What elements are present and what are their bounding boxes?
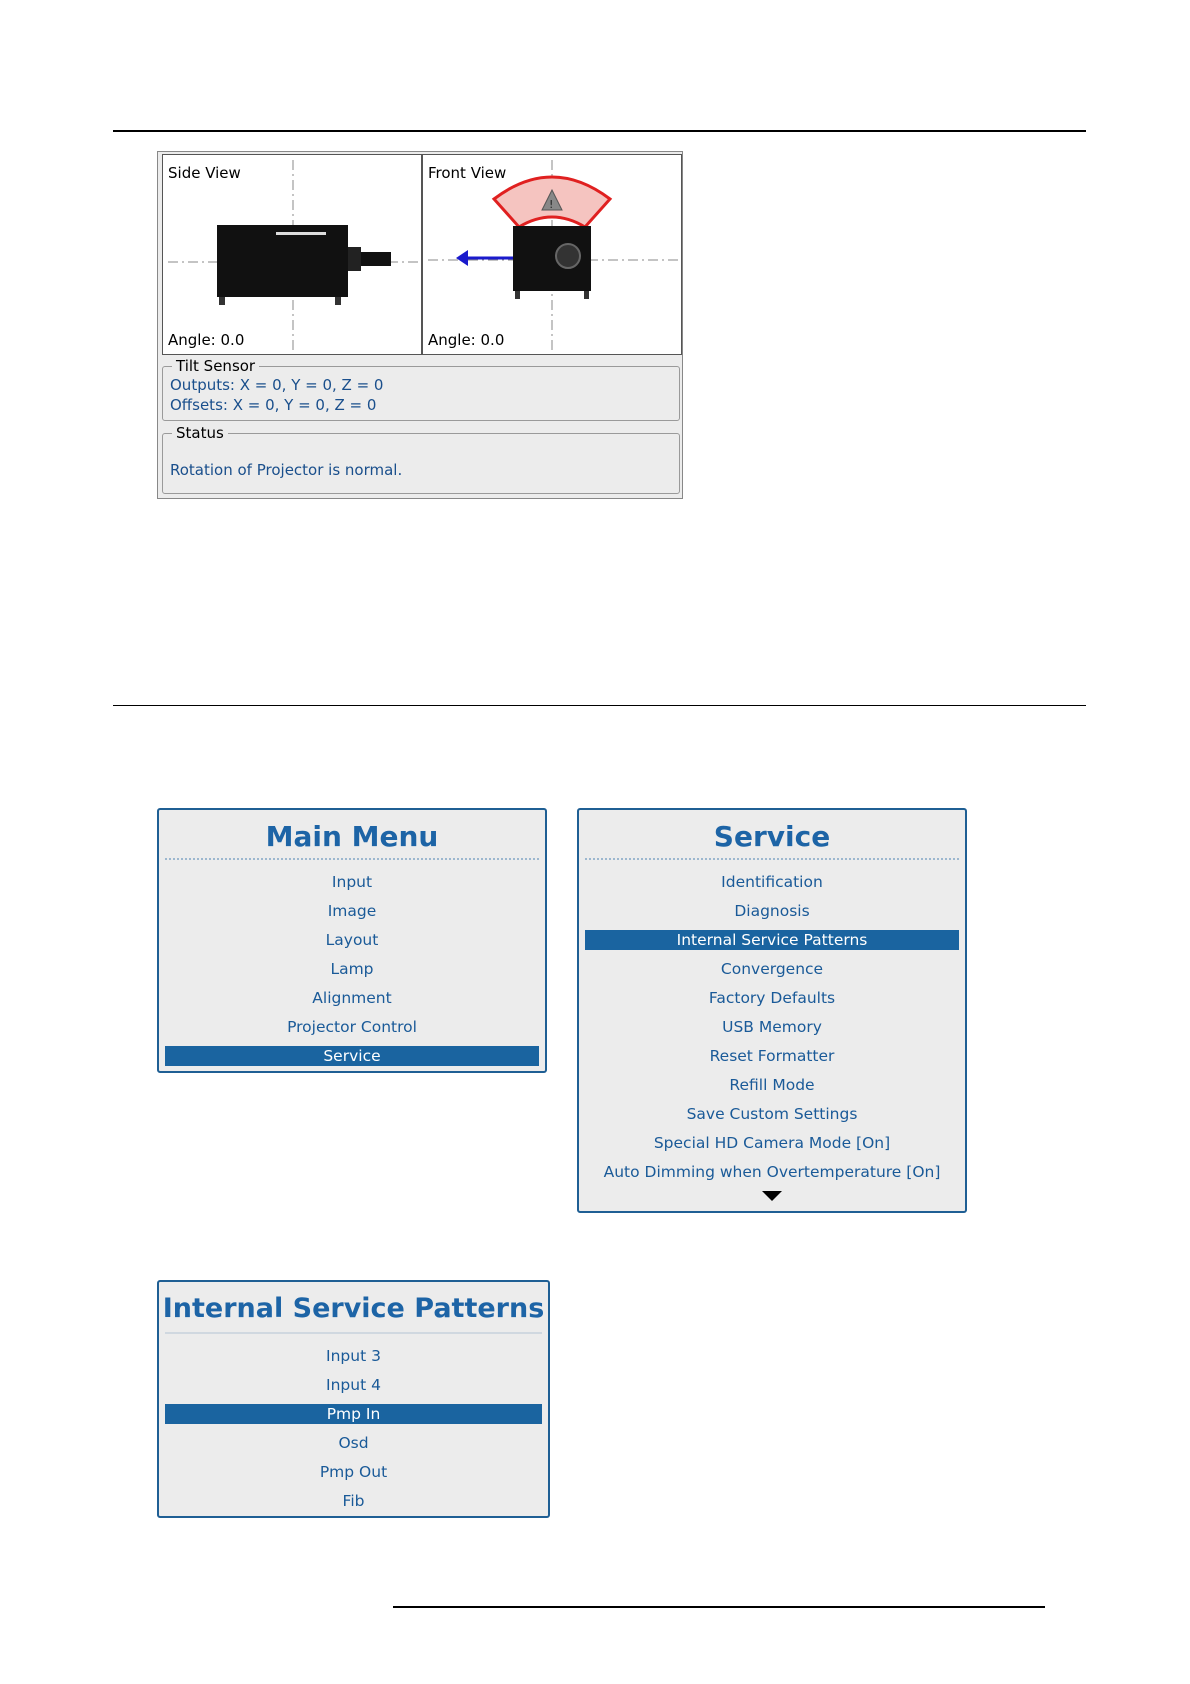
service-menu (577, 808, 967, 1213)
footer-rule (393, 1606, 1045, 1608)
side-view (162, 154, 422, 355)
tilt-sensor-outputs: Outputs: X = 0, Y = 0, Z = 0 (170, 376, 384, 394)
menu-item-reset-formatter[interactable]: Reset Formatter (709, 1047, 835, 1065)
menu-item-alignment[interactable]: Alignment (312, 989, 392, 1007)
menu-item-image[interactable]: Image (327, 902, 377, 920)
svg-text:!: ! (549, 198, 554, 211)
front-view-angle: Angle: 0.0 (428, 331, 505, 349)
menu-item-input-4[interactable]: Input 4 (326, 1376, 381, 1394)
service-menu-title: Service (713, 820, 831, 853)
menu-item-refill-mode[interactable]: Refill Mode (729, 1076, 815, 1094)
tilt-panel (157, 151, 683, 499)
menu-item-special-hd-camera-mode[interactable]: Special HD Camera Mode [On] (653, 1134, 891, 1152)
tilt-sensor-legend: Tilt Sensor (176, 357, 256, 375)
isp-menu-title: Internal Service Patterns (162, 1293, 545, 1324)
menu-item-input[interactable]: Input (331, 873, 373, 891)
menu-item-service[interactable]: Service (165, 1046, 539, 1066)
main-menu-separator (165, 858, 539, 860)
menu-item-internal-service-patterns[interactable]: Internal Service Patterns (585, 930, 959, 950)
menu-item-fib[interactable]: Fib (342, 1492, 365, 1510)
menu-item-save-custom-settings[interactable]: Save Custom Settings (686, 1105, 858, 1123)
menu-item-osd[interactable]: Osd (338, 1434, 369, 1452)
front-view-title: Front View (428, 164, 507, 182)
tilt-sensor-offsets: Offsets: X = 0, Y = 0, Z = 0 (170, 396, 377, 414)
menu-item-convergence[interactable]: Convergence (720, 960, 824, 978)
menu-item-usb-memory[interactable]: USB Memory (722, 1018, 822, 1036)
menu-item-pmp-in[interactable]: Pmp In (165, 1404, 542, 1424)
down-triangle-icon[interactable] (762, 1191, 782, 1201)
menu-item-projector-control[interactable]: Projector Control (287, 1018, 417, 1036)
status-message: Rotation of Projector is normal. (170, 461, 403, 479)
menu-item-factory-defaults[interactable]: Factory Defaults (708, 989, 836, 1007)
side-view-projector-icon (163, 155, 421, 354)
menu-item-input-3[interactable]: Input 3 (326, 1347, 381, 1365)
status-legend: Status (176, 424, 224, 442)
menu-item-pmp-out[interactable]: Pmp Out (319, 1463, 388, 1481)
menu-item-auto-dimming[interactable]: Auto Dimming when Overtemperature [On] (603, 1163, 941, 1181)
side-view-angle: Angle: 0.0 (168, 331, 245, 349)
menu-item-lamp[interactable]: Lamp (330, 960, 374, 978)
service-menu-separator (585, 858, 959, 860)
menu-item-diagnosis[interactable]: Diagnosis (734, 902, 810, 920)
menu-item-layout[interactable]: Layout (325, 931, 379, 949)
internal-service-patterns-menu (157, 1280, 550, 1518)
top-rule (113, 130, 1086, 132)
side-view-title: Side View (168, 164, 241, 182)
isp-menu-separator (165, 1332, 542, 1334)
section-rule (113, 705, 1086, 706)
front-view-projector-icon (423, 155, 681, 354)
main-menu (157, 808, 547, 1073)
tilt-sensor-group (162, 357, 680, 421)
menu-item-identification[interactable]: Identification (721, 873, 823, 891)
status-group (162, 424, 680, 494)
main-menu-title: Main Menu (265, 820, 439, 853)
front-view (422, 154, 682, 355)
